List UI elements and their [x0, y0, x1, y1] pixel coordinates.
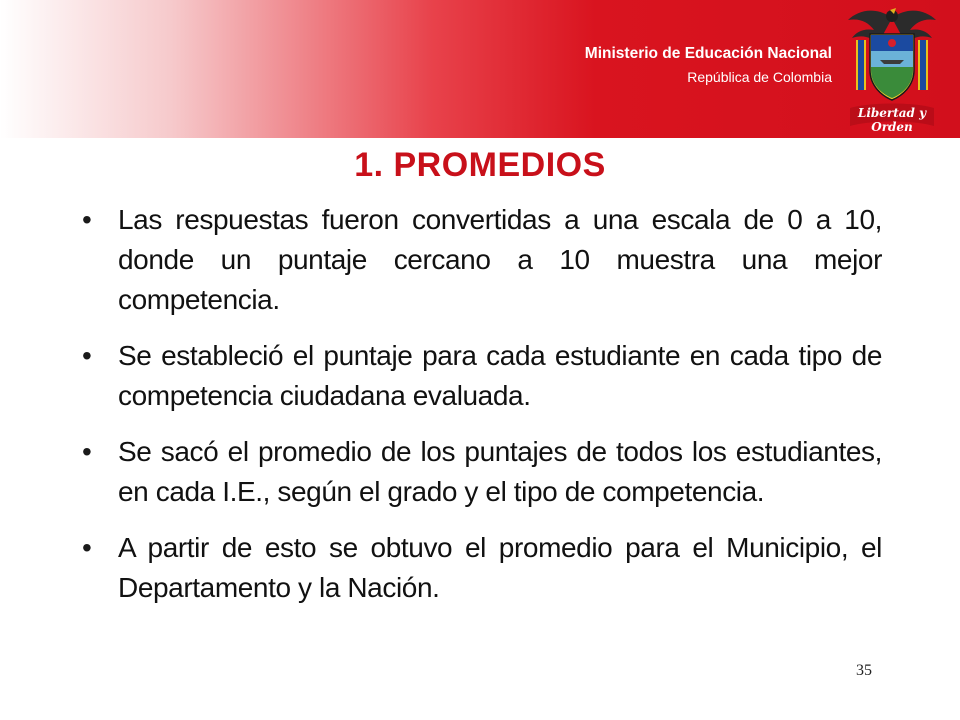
bullet-icon: •: [82, 532, 92, 563]
slide-title: 1. PROMEDIOS: [354, 146, 606, 184]
list-item: [82, 200, 882, 320]
bullet-list: [82, 200, 882, 624]
bullet-text: Se estableció el puntaje para cada estudiante en cada tipo de competencia ciudadana evaluada.: [118, 340, 882, 411]
bullet-icon: •: [82, 436, 92, 467]
bullet-icon: •: [82, 204, 92, 235]
bullet-text: Las respuestas fueron convertidas a una escala de 0 a 10, donde un puntaje cercano a 10 muestra una mejor competencia.: [118, 204, 882, 315]
ministry-header: [585, 44, 832, 87]
ministry-name: Ministerio de Educación Nacional: [584, 45, 832, 62]
list-item: [82, 336, 882, 416]
page-number: 35: [856, 662, 872, 679]
country-name: República de Colombia: [687, 69, 832, 85]
bullet-icon: •: [82, 340, 92, 371]
bullet-text: Se sacó el promedio de los puntajes de todos los estudiantes, en cada I.E., según el grado y el tipo de competencia.: [118, 436, 882, 507]
motto-text: Libertad y Orden: [857, 106, 927, 134]
list-item: [82, 528, 882, 608]
list-item: [82, 432, 882, 512]
bullet-text: A partir de esto se obtuvo el promedio para el Municipio, el Departamento y la Nación.: [118, 532, 882, 603]
